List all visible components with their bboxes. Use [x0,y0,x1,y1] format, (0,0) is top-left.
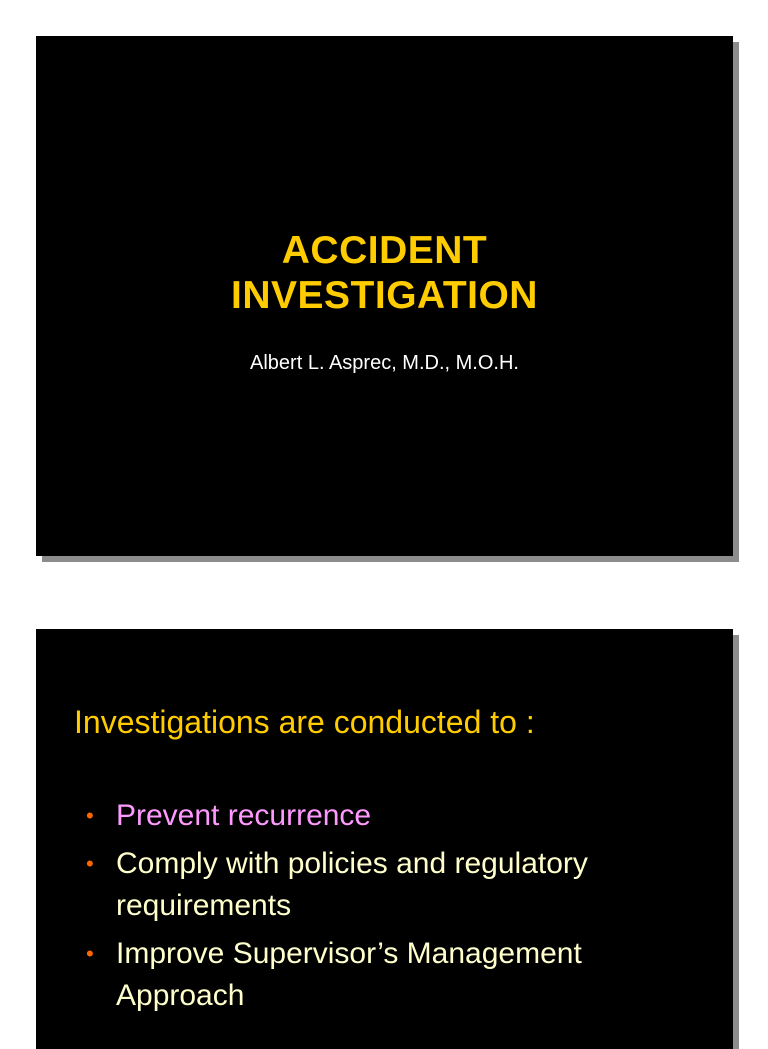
slide-investigation-purposes [36,629,733,1049]
bullet-text: Improve Supervisor’s Management Approach [116,937,582,1012]
slide-title [36,36,733,556]
bullet-list [86,795,706,1023]
bullet-dot-icon: • [86,941,94,966]
title-line-1: ACCIDENT [281,229,488,272]
bullet-dot-icon: • [86,851,94,876]
list-item [86,795,706,837]
bullet-dot-icon: • [86,803,94,828]
bullet-text: Comply with policies and regulatory requirements [116,847,588,922]
slide-title-heading [36,228,733,318]
bullet-text: Prevent recurrence [116,799,372,832]
author-subtitle: Albert L. Asprec, M.D., M.O.H. [250,352,519,374]
list-item [86,933,706,1017]
slide-heading: Investigations are conducted to : [74,704,535,740]
title-line-2: INVESTIGATION [231,274,538,317]
list-item [86,843,706,927]
